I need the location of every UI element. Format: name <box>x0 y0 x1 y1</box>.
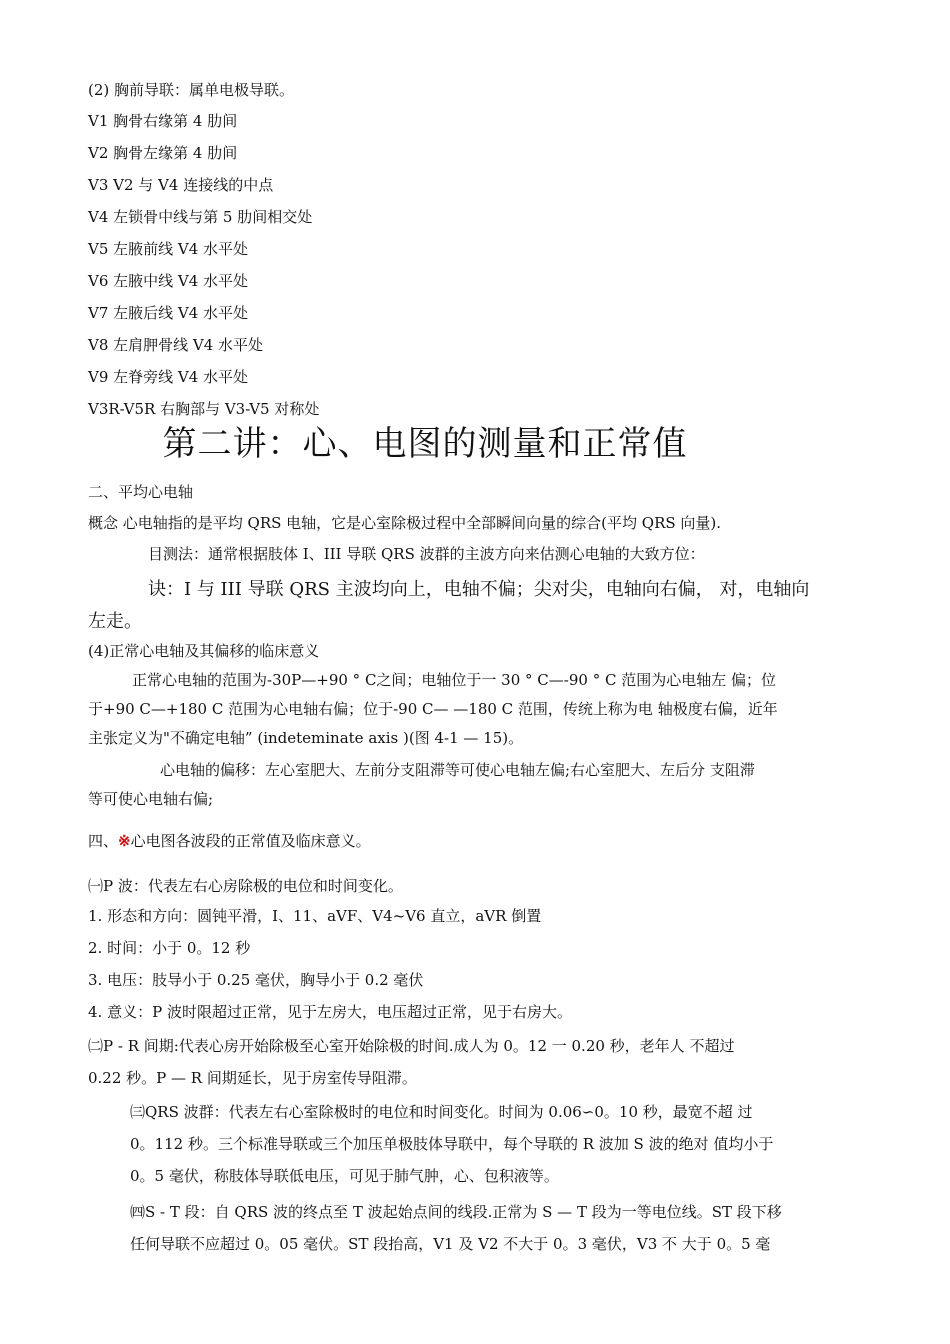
p-wave-title: ㈠P 波：代表左右心房除极的电位和时间变化。 <box>88 877 403 895</box>
normal-range-line: 主张定义为"不确定电轴” (indeteminate axis )(图 4-1 — 15)。 <box>88 729 524 747</box>
mnemonic-line: 诀：I 与 III 导联 QRS 主波均向上，电轴不偏；尖对尖，电轴向右偏， 对，电轴向 <box>148 579 810 600</box>
visual-method: 目测法：通常根据肢体 I、III 导联 QRS 波群的主波方向来估测心电轴的大致方位： <box>148 545 705 563</box>
normal-range-line: 于+90 C—+180 C 范围为心电轴右偏；位于-90 C— —180 C 范围，传统上称为电 轴极度右偏，近年 <box>88 700 778 718</box>
pr-interval-line: ㈡P - R 间期:代表心房开始除极至心室开始除极的时间.成人为 0。12 一 0.20 秒，老年人 不超过 <box>88 1037 735 1055</box>
deviation-line: 等可使心电轴右偏; <box>88 790 214 808</box>
lead-item: V2 胸骨左缘第 4 肋间 <box>88 144 238 162</box>
lead-item: V9 左脊旁线 V4 水平处 <box>88 368 249 386</box>
lecture-title: 第二讲：心、电图的测量和正常值 <box>162 424 688 464</box>
chest-leads-intro: (2) 胸前导联：属单电极导联。 <box>88 81 295 99</box>
p-wave-item: 1. 形态和方向：圆钝平滑，I、11、aVF、V4~V6 直立，aVR 倒置 <box>88 907 542 925</box>
qrs-line: 0。112 秒。三个标准导联或三个加压单极肢体导联中，每个导联的 R 波加 S 波的绝对 值均小于 <box>130 1135 774 1153</box>
waves-heading <box>88 831 371 851</box>
lead-item: V3R-V5R 右胸部与 V3-V5 对称处 <box>88 400 320 418</box>
p-wave-item: 4. 意义：P 波时限超过正常，见于左房大，电压超过正常，见于右房大。 <box>88 1003 572 1021</box>
st-segment-line: ㈣S - T 段：自 QRS 波的终点至 T 波起始点间的线段.正常为 S — T 段为一等电位线。ST 段下移 <box>130 1203 782 1221</box>
pr-interval-line: 0.22 秒。P — R 间期延长，见于房室传导阻滞。 <box>88 1069 417 1087</box>
normal-range-line: 正常心电轴的范围为-30P—+90 ° C之间；电轴位于一 30 ° C—-90 ° C 范围为心电轴左 偏；位 <box>132 671 776 689</box>
mnemonic-line: 左走。 <box>88 611 142 632</box>
lead-item: V5 左腋前线 V4 水平处 <box>88 240 249 258</box>
normal-axis-heading: (4)正常心电轴及其偏移的临床意义 <box>88 642 320 660</box>
lead-item: V6 左腋中线 V4 水平处 <box>88 272 249 290</box>
lead-item: V7 左腋后线 V4 水平处 <box>88 304 249 322</box>
lead-item: V1 胸骨右缘第 4 肋间 <box>88 112 238 130</box>
deviation-line: 心电轴的偏移：左心室肥大、左前分支阻滞等可使心电轴左偏;右心室肥大、左后分 支阻滞 <box>160 761 755 779</box>
waves-heading-text: 心电图各波段的正常值及临床意义。 <box>130 832 371 850</box>
qrs-line: ㈢QRS 波群：代表左右心室除极时的电位和时间变化。时间为 0.06∽0。10 秒，最宽不超 过 <box>130 1103 753 1121</box>
qrs-line: 0。5 毫伏，称肢体导联低电压，可见于肺气肿，心、包积液等。 <box>130 1167 559 1185</box>
axis-heading: 二、平均心电轴 <box>88 483 194 501</box>
waves-heading-prefix: 四、 <box>88 832 119 850</box>
reference-mark-icon: ※ <box>118 832 131 850</box>
lead-item: V8 左肩胛骨线 V4 水平处 <box>88 336 264 354</box>
st-segment-line: 任何导联不应超过 0。05 毫伏。ST 段抬高，V1 及 V2 不大于 0。3 毫伏，V3 不 大于 0。5 毫 <box>130 1235 771 1253</box>
lead-item: V3 V2 与 V4 连接线的中点 <box>88 176 274 194</box>
lead-item: V4 左锁骨中线与第 5 肋间相交处 <box>88 208 313 226</box>
axis-concept: 概念 心电轴指的是平均 QRS 电轴，它是心室除极过程中全部瞬间向量的综合(平均 QRS 向量). <box>88 514 722 532</box>
p-wave-item: 3. 电压：肢导小于 0.25 毫伏，胸导小于 0.2 毫伏 <box>88 971 424 989</box>
p-wave-item: 2. 时间：小于 0。12 秒 <box>88 939 251 957</box>
